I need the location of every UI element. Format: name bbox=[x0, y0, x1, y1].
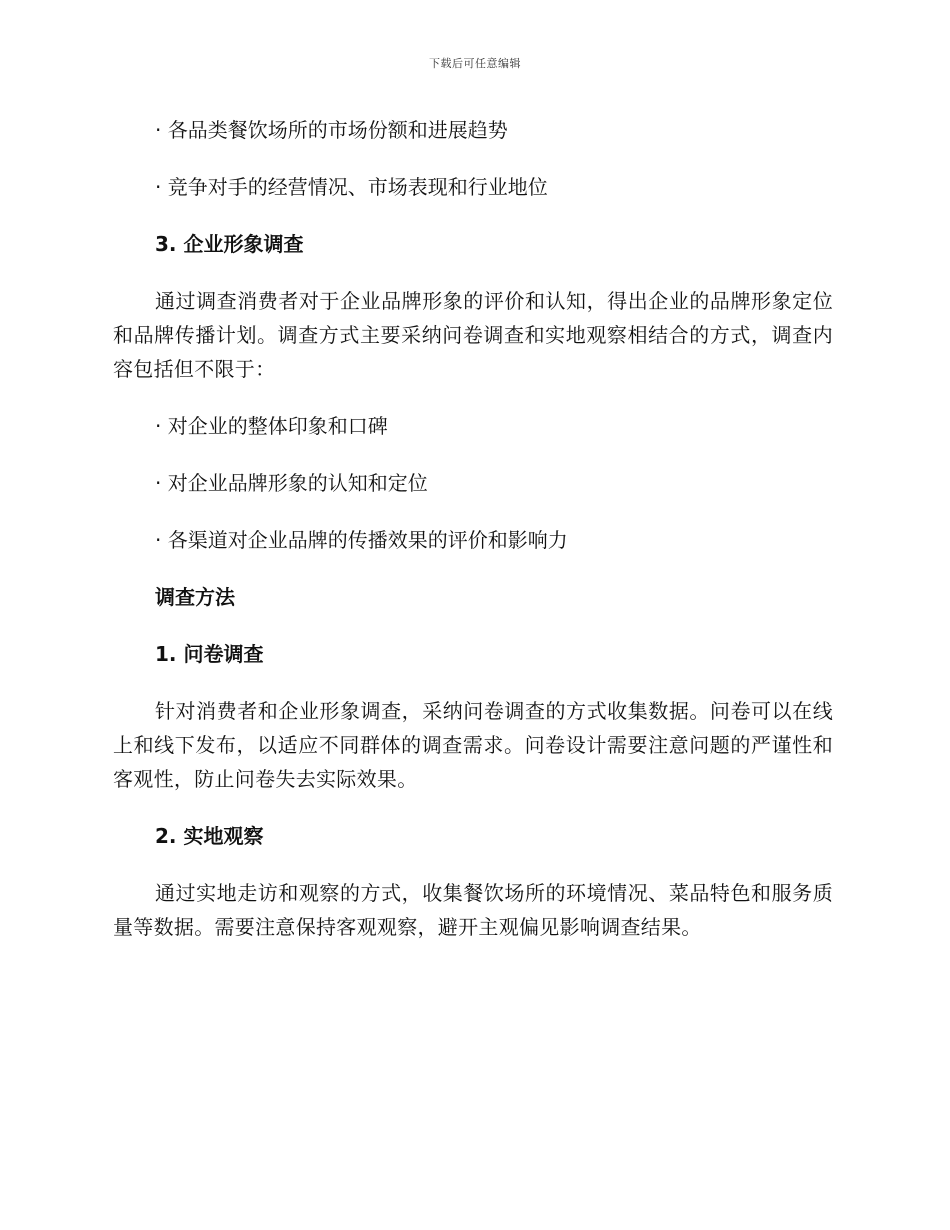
paragraph-field-observation: 通过实地走访和观察的方式，收集餐饮场所的环境情况、菜品特色和服务质量等数据。需要注意保持客观观察，避开主观偏见影响调查结果。 bbox=[113, 881, 833, 939]
heading-questionnaire: 1. 问卷调查 bbox=[155, 642, 264, 666]
document-body bbox=[113, 113, 833, 967]
heading-methods: 调查方法 bbox=[155, 585, 235, 609]
header-note: 下载后可任意编辑 bbox=[429, 57, 521, 70]
bullet-market-share: · 各品类餐饮场所的市场份额和进展趋势 bbox=[155, 118, 508, 142]
bullet-brand-cognition: · 对企业品牌形象的认知和定位 bbox=[155, 471, 428, 495]
heading-brand-survey: 3. 企业形象调查 bbox=[155, 232, 304, 256]
heading-field-observation: 2. 实地观察 bbox=[155, 824, 264, 848]
paragraph-questionnaire: 针对消费者和企业形象调查，采纳问卷调查的方式收集数据。问卷可以在线上和线下发布，以适应不同群体的调查需求。问卷设计需要注意问题的严谨性和客观性，防止问卷失去实际效果。 bbox=[113, 699, 833, 791]
paragraph-brand-survey: 通过调查消费者对于企业品牌形象的评价和认知，得出企业的品牌形象定位和品牌传播计划。调查方式主要采纳问卷调查和实地观察相结合的方式，调查内容包括但不限于： bbox=[113, 289, 833, 381]
bullet-channels: · 各渠道对企业品牌的传播效果的评价和影响力 bbox=[155, 528, 568, 552]
bullet-impression: · 对企业的整体印象和口碑 bbox=[155, 414, 388, 438]
bullet-competitors: · 竞争对手的经营情况、市场表现和行业地位 bbox=[155, 175, 548, 199]
